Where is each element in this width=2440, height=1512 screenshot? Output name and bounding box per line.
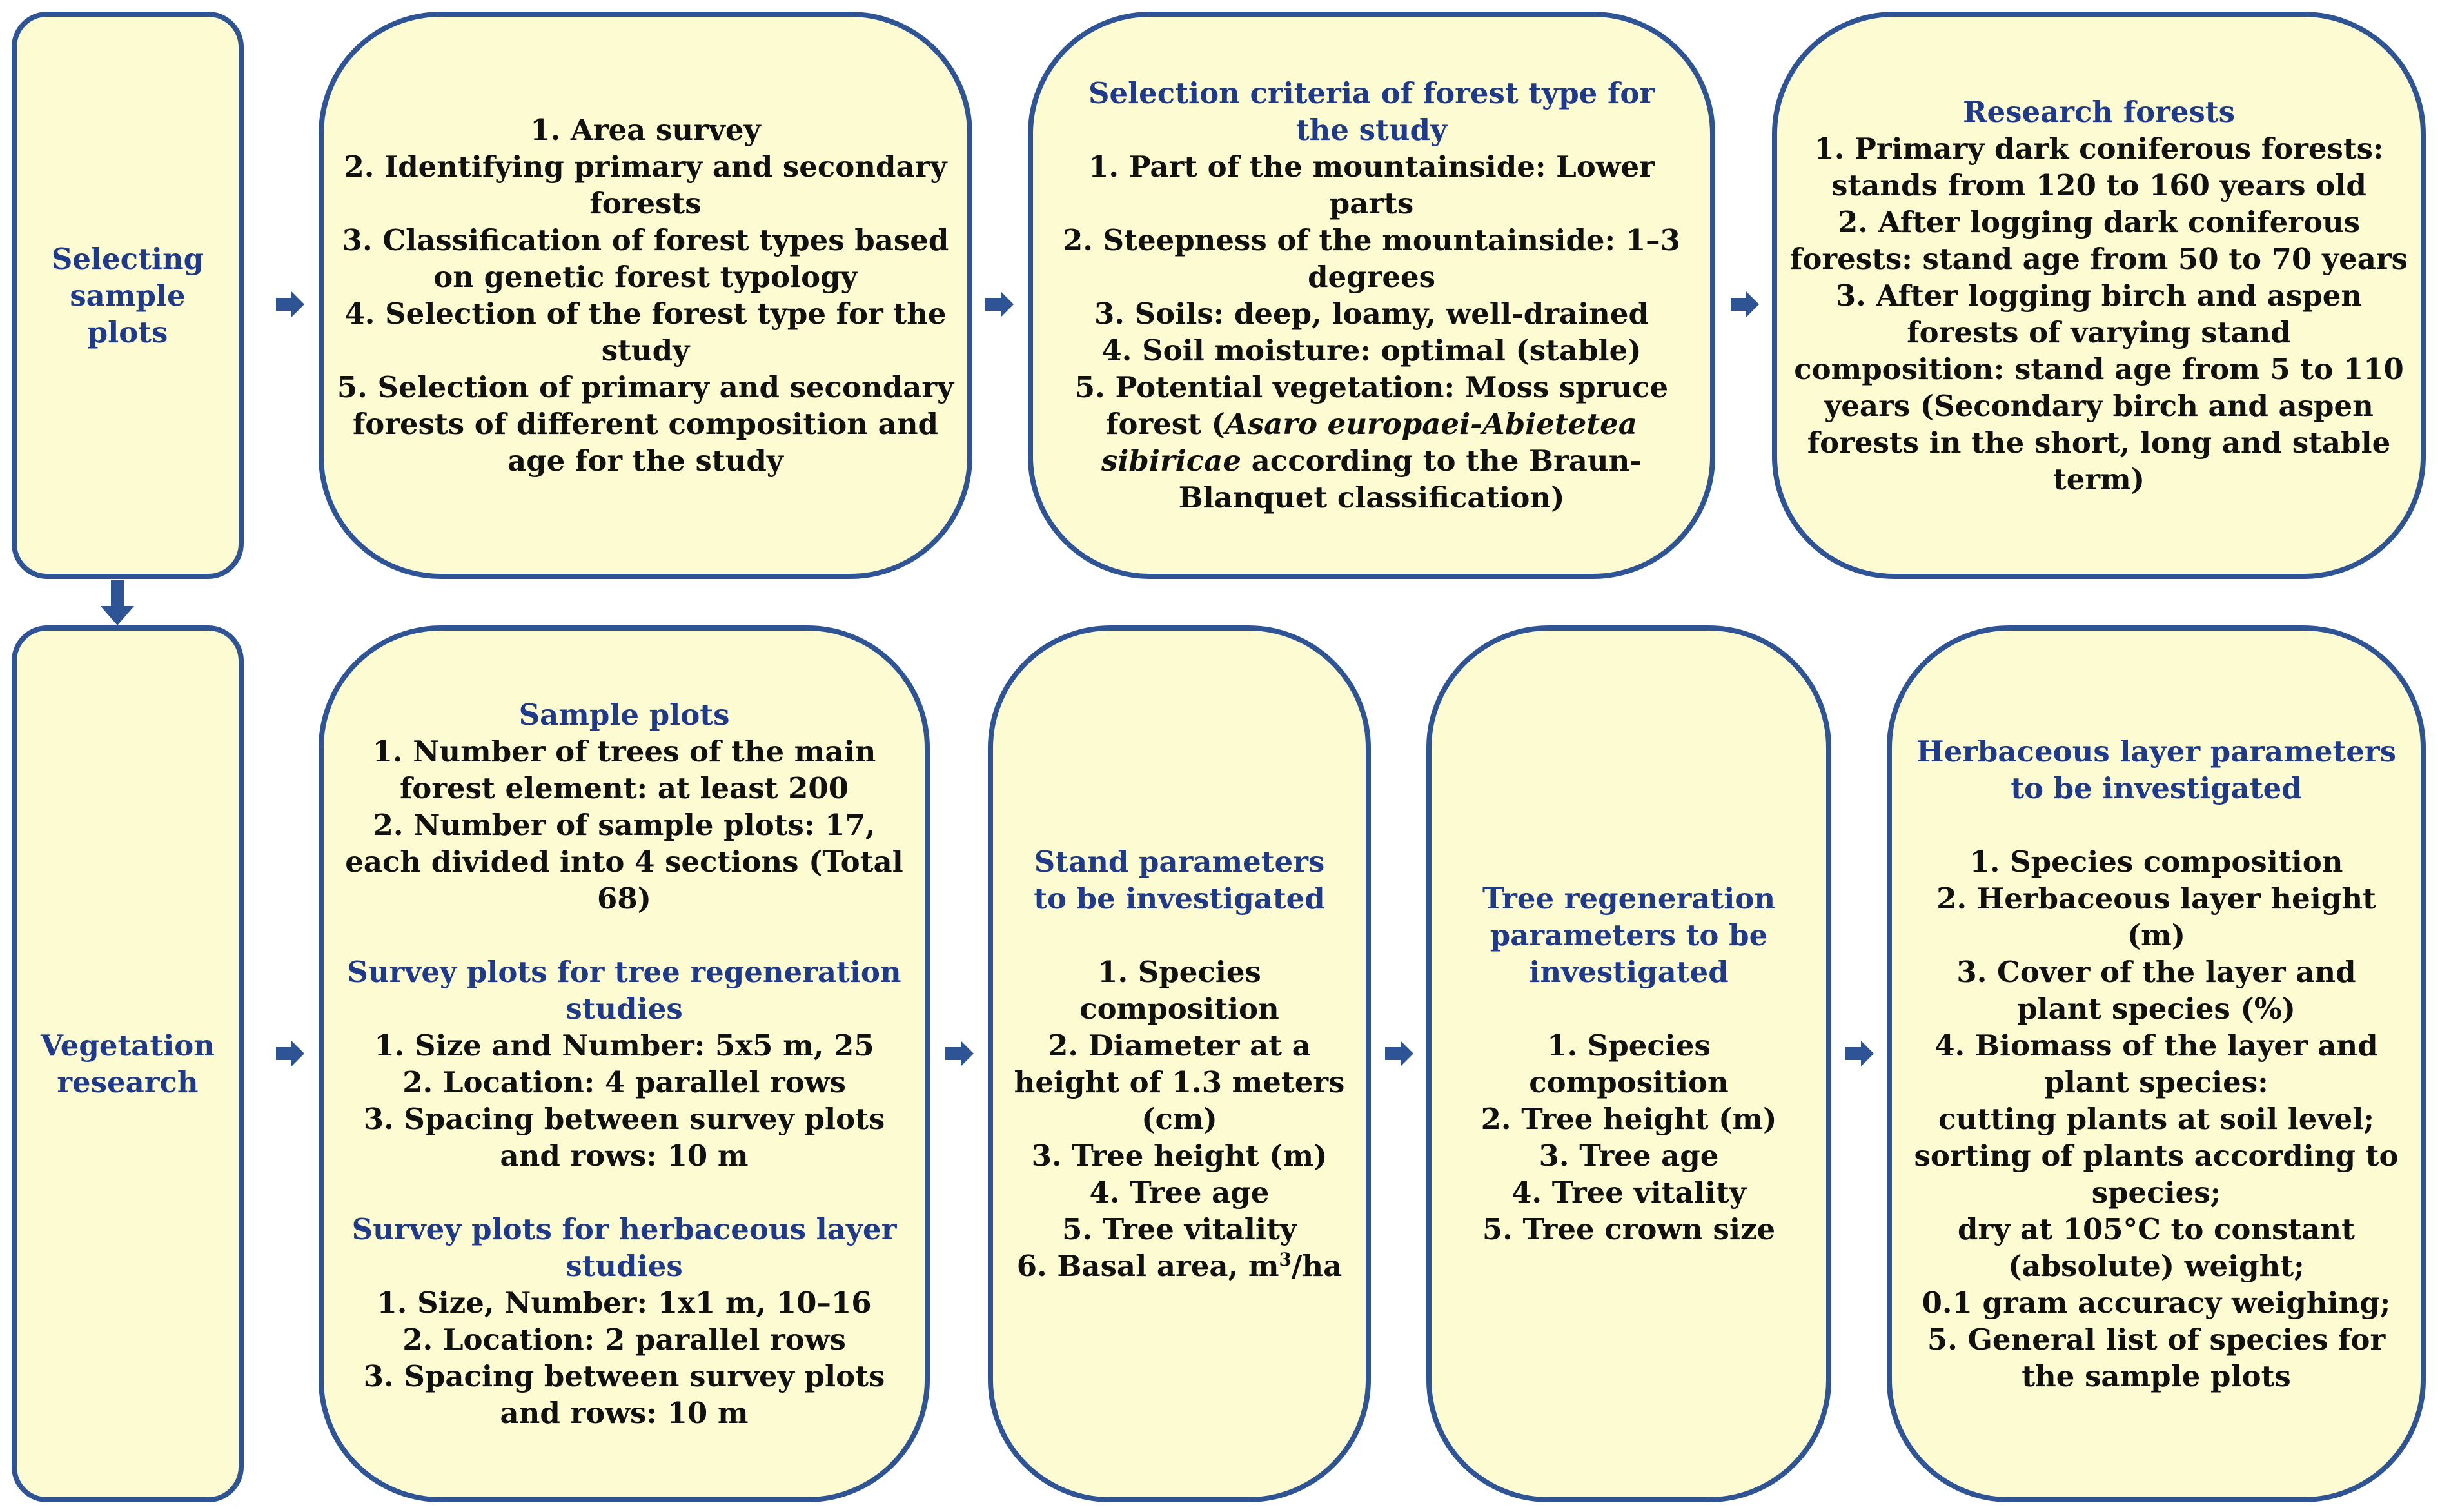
text-line: stands from 120 to 160 years old [1831,168,2366,202]
superscript: 3 [1279,1249,1292,1270]
side-label-line: plots [87,315,168,349]
text-line: forest element: at least 200 [399,771,849,805]
section-title: Sample plots [518,698,730,732]
text-line: 2. Steepness of the mountainside: 1–3 [1063,223,1680,257]
text-fragment: according to the Braun- [1241,444,1642,478]
text-line: sorting of plants according to [1914,1139,2399,1173]
text-line: 1. Species [1547,1028,1711,1063]
text-line: 5. Potential vegetation: Moss spruce [1074,370,1669,404]
box-title: to be investigated [2011,771,2302,805]
text-line: 4. Tree age [1089,1175,1270,1210]
text-line: 5. Tree crown size [1482,1212,1776,1246]
text-line: species; [2091,1175,2221,1210]
arrow-right-icon [276,291,304,317]
text-line: Blanquet classification) [1178,480,1565,515]
arrow-right-icon [276,1041,304,1066]
box-selection-steps [319,12,972,579]
text-line: 5. Selection of primary and secondary [337,370,954,404]
side-label-line: research [57,1065,199,1099]
text-line: and rows: 10 m [500,1396,749,1430]
text-line: degrees [1308,260,1435,294]
text-line: forests in the short, long and stable [1807,425,2391,460]
text-line: 1. Size, Number: 1x1 m, 10–16 [377,1286,872,1320]
text-line: study [601,333,690,368]
box-herbaceous-layer-parameters [1887,625,2426,1502]
box-selection-criteria [1028,12,1715,579]
text-line: and rows: 10 m [500,1139,749,1173]
text-line: 5. Tree vitality [1062,1212,1297,1246]
box-title: parameters to be [1490,918,1768,952]
text-line: 3. Tree height (m) [1031,1139,1328,1173]
text-line: height of 1.3 meters [1014,1065,1345,1099]
text-line: 0.1 gram accuracy weighing; [1922,1286,2391,1320]
text-line: (absolute) weight; [2008,1249,2305,1283]
text-line: composition: stand age from 5 to 110 [1794,351,2404,386]
text-line: (cm) [1141,1102,1217,1136]
text-line: composition [1079,992,1279,1026]
basal-area-line [1017,1248,1343,1284]
text-line: each divided into 4 sections (Total [345,845,903,879]
text-line: parts [1329,186,1414,221]
text-line: forests: stand age from 50 to 70 years [1790,241,2408,276]
box-title: the study [1295,113,1448,147]
text-line: 1. Part of the mountainside: Lower [1088,150,1655,184]
text-line: 1. Primary dark coniferous forests: [1814,131,2384,166]
text-line: 5. General list of species for [1927,1322,2386,1357]
section-title: Survey plots for tree regeneration [347,955,901,989]
side-label-line: Selecting [51,241,204,276]
box-title: Stand parameters [1034,845,1325,879]
side-box-vegetation-research [12,625,244,1502]
latin-name: sibiricae [1101,444,1241,478]
box-plot-design [319,625,930,1502]
text-line: 1. Species [1097,955,1261,989]
text-line: 4. Tree vitality [1511,1175,1746,1210]
text-line: 4. Biomass of the layer and [1934,1028,2378,1063]
text-line-italic-mix [1101,442,1642,479]
text-fragment: 6. Basal area, m [1016,1249,1279,1283]
text-line: forests of different composition and [352,407,939,441]
text-line: 3. Soils: deep, loamy, well-drained [1094,297,1649,331]
text-line: 1. Species composition [1969,845,2343,879]
side-label-line: sample [70,278,186,313]
text-line: 2. Diameter at a [1048,1028,1311,1063]
text-line: forests of varying stand [1907,315,2291,349]
text-line: age for the study [507,444,783,478]
text-line: 2. After logging dark coniferous [1837,204,2361,239]
arrow-right-icon [1731,291,1759,317]
box-title: investigated [1529,955,1729,989]
box-title: Research forests [1963,94,2235,129]
text-line: 1. Area survey [530,113,761,147]
text-line: 3. Classification of forest types based [342,223,949,257]
arrow-right-icon [945,1041,974,1066]
box-research-forests [1772,12,2426,579]
text-line: 1. Size and Number: 5x5 m, 25 [374,1028,874,1063]
text-line: 68) [597,881,651,916]
box-tree-regeneration-parameters [1426,625,1831,1502]
text-line: the sample plots [2022,1359,2291,1393]
text-line: 3. Tree age [1539,1139,1719,1173]
box-title: Tree regeneration [1482,881,1776,916]
text-line: (m) [2127,918,2186,952]
text-line: 3. Spacing between survey plots [363,1359,885,1393]
text-line: 2. Herbaceous layer height [1936,881,2376,916]
text-line: 2. Location: 4 parallel rows [402,1065,846,1099]
section-title: Survey plots for herbaceous layer [351,1212,897,1246]
latin-name: Asaro europaei-Abietetea [1225,407,1637,441]
text-line: composition [1529,1065,1729,1099]
text-line: 2. Identifying primary and secondary [344,150,947,184]
text-line: 2. Number of sample plots: 17, [373,808,876,842]
text-line: years (Secondary birch and aspen [1824,388,2374,423]
text-line: 1. Number of trees of the main [372,734,876,769]
text-line: 3. Cover of the layer and [1956,955,2356,989]
text-line: dry at 105°C to constant [1958,1212,2355,1246]
text-fragment: forest ( [1106,407,1225,441]
box-stand-parameters [988,625,1371,1502]
text-line: term) [2052,462,2145,496]
box-title: to be investigated [1034,881,1325,916]
text-line: 4. Selection of the forest type for the [344,297,947,331]
text-fragment: /ha [1291,1249,1343,1283]
text-line: 3. Spacing between survey plots [363,1102,885,1136]
arrow-right-icon [985,291,1014,317]
text-line: plant species (%) [2017,992,2296,1026]
text-line: forests [589,186,702,221]
arrow-right-icon [1385,1041,1413,1066]
text-line: 4. Soil moisture: optimal (stable) [1101,333,1642,368]
box-title: Herbaceous layer parameters [1916,734,2396,769]
section-title: studies [566,992,683,1026]
side-label-line: Vegetation [40,1028,215,1063]
side-box-selecting-sample-plots [12,12,244,579]
text-line: 2. Tree height (m) [1481,1102,1777,1136]
section-title: studies [566,1249,683,1283]
text-line: 3. After logging birch and aspen [1835,278,2363,313]
arrow-down-icon [101,580,134,628]
text-line: 2. Location: 2 parallel rows [402,1322,846,1357]
text-line: on genetic forest typology [433,260,858,294]
text-line: cutting plants at soil level; [1938,1102,2374,1136]
arrow-right-icon [1845,1041,1874,1066]
box-title: Selection criteria of forest type for [1088,76,1655,110]
text-line-italic-mix [1106,406,1637,442]
text-line: plant species: [2044,1065,2268,1099]
